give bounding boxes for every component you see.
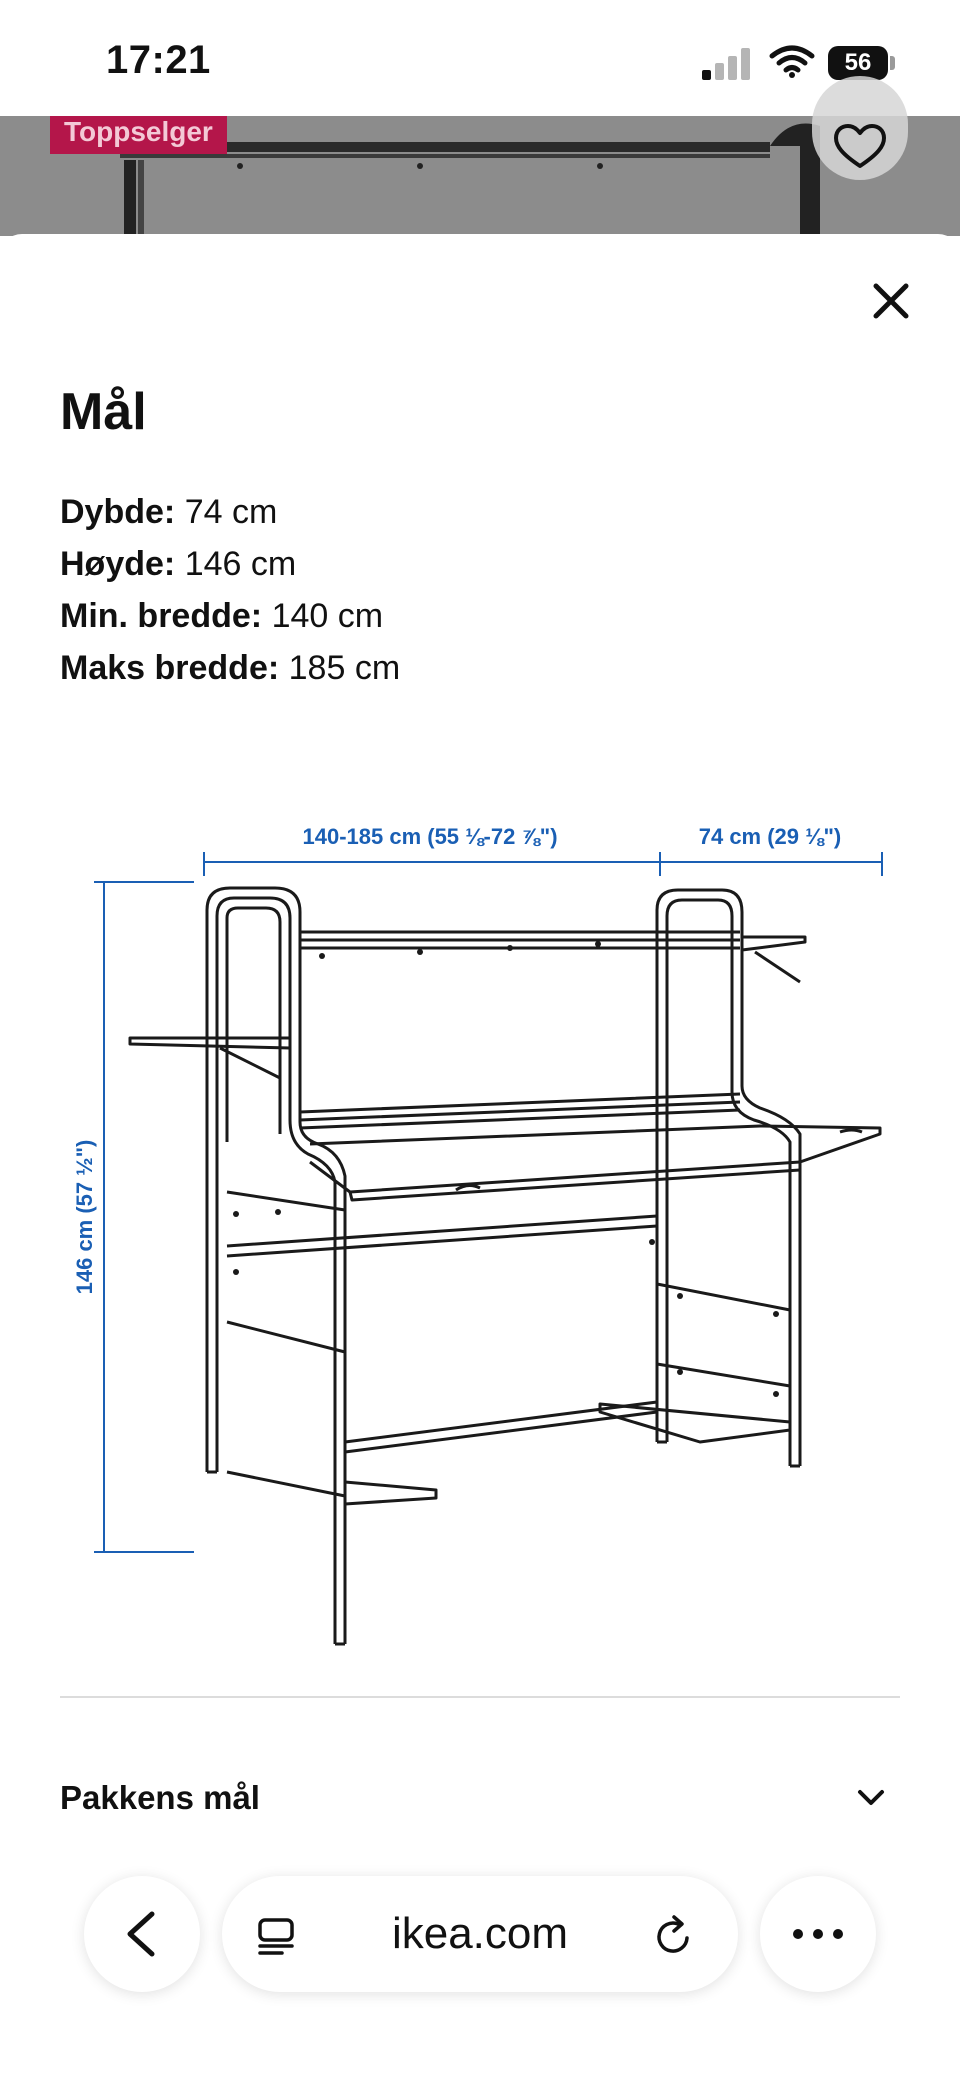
- chevron-down-icon: [856, 1786, 886, 1810]
- accordion-label: Pakkens mål: [60, 1779, 260, 1816]
- spec-depth: [60, 486, 400, 538]
- reload-icon[interactable]: [654, 1914, 694, 1958]
- browser-toolbar: [0, 1858, 960, 2078]
- bestseller-badge: Toppselger: [50, 116, 227, 154]
- address-bar[interactable]: [222, 1876, 738, 1992]
- spec-label: Dybde:: [60, 493, 176, 531]
- more-icon: [760, 1876, 876, 1992]
- desk-drawing: [130, 888, 880, 1644]
- spec-list: [60, 486, 400, 694]
- heart-icon: [812, 116, 908, 180]
- spec-label: Høyde:: [60, 545, 176, 583]
- product-image: [0, 116, 960, 236]
- spec-value: 146 cm: [184, 545, 297, 583]
- battery-cap: [890, 56, 895, 70]
- url-text: ikea.com: [391, 1909, 569, 1958]
- section-divider: [60, 1696, 900, 1698]
- depth-dimension-label: 74 cm (29 ⅛"): [698, 824, 842, 849]
- wifi-icon: [770, 44, 814, 78]
- close-icon: [868, 278, 914, 324]
- status-bar: [0, 0, 960, 116]
- back-button[interactable]: [84, 1876, 200, 1992]
- battery-indicator: 56: [828, 46, 888, 80]
- spec-label: Min. bredde:: [60, 597, 263, 635]
- signal-icon: [702, 48, 752, 80]
- more-button[interactable]: [760, 1876, 876, 1992]
- spec-height: [60, 538, 400, 590]
- spec-value: 140 cm: [271, 597, 384, 635]
- sheet-title: Mål: [60, 383, 147, 441]
- spec-label: Maks bredde:: [60, 649, 280, 687]
- height-dimension-label: 146 cm (57 ½"): [72, 1139, 97, 1295]
- back-icon: [84, 1876, 200, 1992]
- package-dimensions-accordion[interactable]: [60, 1768, 900, 1828]
- spec-max-width: [60, 642, 400, 694]
- status-time: 17:21: [106, 38, 211, 82]
- dimensions-sheet: [0, 234, 960, 2078]
- width-dimension-label: 140-185 cm (55 ⅛-72 ⅞"): [302, 824, 558, 849]
- close-button[interactable]: [868, 278, 914, 324]
- spec-min-width: [60, 590, 400, 642]
- spec-value: 74 cm: [184, 493, 278, 531]
- spec-value: 185 cm: [288, 649, 401, 687]
- dimension-diagram: [72, 782, 900, 1602]
- favorite-button[interactable]: [812, 116, 908, 180]
